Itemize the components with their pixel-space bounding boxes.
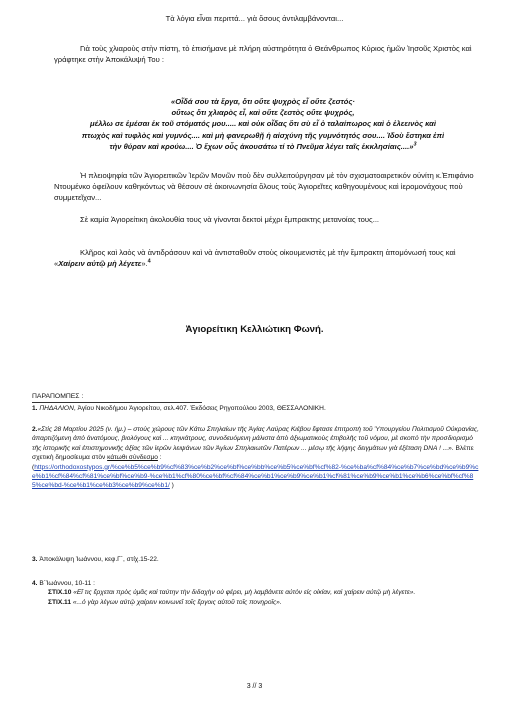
quote-line-5-text: τὴν θύραν καὶ κρούω.... Ὁ ἔχων οὖς ἀκουσάτω τί τὸ Πνεῦμα λέγει ταῖς ἐκκλησίαις....» [109, 141, 414, 151]
footnote-1-number: 1. [32, 405, 38, 412]
footnote-1-text: , Ἁγίου Νικοδήμου Ἁγιορείτου, σελ.407. Ἐκδόσεις Ρηγοπούλου 2003, ΘΕΣΣΑΛΟΝΙΚΗ. [73, 405, 326, 412]
footnote-2-url-link[interactable]: https://orthodoxostypos.gr/%ce%b5%ce%b9%cf%83%ce%b2%ce%bf%ce%bb%ce%b5%ce%bf%cf%82-%ce%ba%cf%84%ce%b7%ce%bd%ce%b9%ce%b1%cf%84%cf%81%ce%bf%ce%b9-%ce%b1%cf%80%ce%bf%cf%84%ce%b1%ce%b9%ce%b1%cf%81%ce%b9%ce%b1%ce%b6%ce%bf%cf%85%ce%bd-%ce%b1%ce%b3%ce%b9%ce%b1/ [32, 463, 479, 490]
signature: Ἁγιορείτικη Κελλιώτικη Φωνή. [185, 324, 324, 335]
quote-line-4: πτωχὸς καὶ τυφλὸς καὶ γυμνός.... καὶ μὴ φανερωθῇ ἡ αἰσχύνη τῆς γυμνότητός σου.... Ἰδοὺ ἕστηκα ἐπὶ [81, 130, 445, 140]
footnote-1 [32, 404, 480, 413]
footnote-4-number: 4. [32, 580, 38, 587]
verse-11-label: ΣΤΙΧ.11 [48, 598, 72, 606]
footnote-2-close: ) [169, 482, 174, 490]
footnote-2-colon: : [157, 454, 162, 462]
quote-line-5 [50, 141, 476, 152]
paragraph-clergy-text: Κλῆρος καὶ λαὸς νὰ ἀντιδράσουν καὶ νὰ ἀντισταθοῦν στοὺς οἰκουμενιστὲς μὲ τὴν ἔμπρακτη ἀπομόνωσή τους καὶ « [54, 248, 456, 268]
footnote-3-number: 3. [32, 556, 38, 563]
footnote-3-text: Ἀποκάλυψη Ἰωάννου, κεφ.Γ΄, στίχ.15-22. [39, 556, 159, 563]
paragraph-clergy-tail: ». [141, 259, 148, 268]
footnote-ref-3: 3 [413, 141, 417, 148]
page-number: 3 // 3 [246, 683, 263, 690]
paragraph-services: Σὲ καμία Ἁγιορείτικη ἀκολουθία τους νὰ γίνονται δεκτοὶ μέχρι ἔμπρακτης μετανοίας τους... [80, 215, 380, 224]
paragraph-monasteries: Ἡ πλειοψηφία τῶν Ἁγιορειτικῶν Ἱερῶν Μονῶν ποὺ δὲν συλλειτούργησαν μὲ τὸν σχισματοαιρετικόν οὐνίτη κ.Ἐπιφάνιο Ντουμένκο ὀφείλουν καθηκόντως νὰ θέσουν σὲ ἀκοινωνησία ὅλους τοὺς Ἁγιορεῖτες καθηγουμένους καὶ ἱερομονάχους ποὺ συμμετεῖχαν... [54, 171, 474, 202]
verse-11 [32, 598, 480, 607]
paragraph-clergy-emphasis: Χαίρειν αὐτῷ μὴ λέγετε [58, 259, 142, 268]
footnote-2: 2.«Στὶς 28 Μαρτίου 2025 (ν. ἡμ.) – στοὺς χώρους τῶν Κάτω Σπηλαίων τῆς Ἁγίας Λαύρας Κιέβου ἔφτασε ἐπιτροπὴ τοῦ Ὑπουργείου Πολιτισμοῦ Οὐκρανίας, ἀπαρτιζόμενη ἀπὸ ἀνατόμους, βιολόγους καὶ ... κτηνιάτρους, συνοδευόμενη μάλιστα ἀπὸ ἀξιωματικοὺς ἐπιβολῆς τοῦ νόμου, μὲ σκοπὸ τὴν προσδιορισμὸ τῆς ἱστορικῆς καὶ ἐπιστημονικῆς ἀξίας τῶν ἱερῶν λειψάνων τῶν Ἁγίων Σπηλαιωτῶν Πατέρων ... μέσῳ τῆς λήψης δειγμάτων γιὰ ἐξέταση DNA ! ...». Βλέπε σχετικὴ δημοσίευμα στὸν κάτωθι σύνδεσμο : (https://orthodoxostypos.gr/%ce%b5%ce%b9%cf%83%ce%b2%ce%bf%ce%bb%ce%b5%ce%bf%cf%82-%ce%ba%cf%84%ce%b7%ce%bd%ce%b9%ce%b1%cf%84%cf%81%ce%bf%ce%b9-%ce%b1%cf%80%ce%bf%cf%84%ce%b1%ce%b9%ce%b1%cf%81%ce%b9%ce%b1%ce%b6%ce%bf%cf%85%ce%bd-%ce%b1%ce%b3%ce%b9%ce%b1/ ) [32, 426, 479, 490]
paragraph-lukewarm: Γιὰ τοὺς χλιαροὺς στὴν πίστη, τὸ ἐπισήμανε μὲ πλήρη αὐστηρότητα ὁ Θεάνθρωπος Κύριος ἡμῶν Ἰησοῦς Χριστὸς καὶ γράφτηκε στὴν Ἀποκάλυψή Του : [54, 44, 472, 64]
notes-divider [32, 402, 202, 403]
verse-11-text: «...ὁ γὰρ λέγων αὐτῷ χαίρειν κοινωνεῖ τοῖς ἔργοις αὐτοῦ τοῖς πονηροῖς». [72, 598, 282, 606]
revelation-quote [50, 96, 476, 152]
paragraph-clergy [54, 247, 474, 269]
footnote-1-title: ΠΗΔΑΛΙΟΝ [39, 405, 74, 412]
footnote-3 [32, 555, 480, 564]
quote-line-2: οὕτως ὅτι χλιαρὸς εἶ, καὶ οὔτε ζεστὸς οὔτε ψυχρός, [171, 108, 355, 118]
footnote-ref-4: 4 [147, 258, 151, 265]
footnote-4 [32, 579, 480, 607]
footnote-2-quote: «Στὶς 28 Μαρτίου 2025 (ν. ἡμ.) – στοὺς χώρους τῶν Κάτω Σπηλαίων τῆς Ἁγίας Λαύρας Κιέβου ἔφτασε ἐπιτροπὴ τοῦ Ὑπουργείου Πολιτισμοῦ Οὐκρανίας, ἀπαρτιζόμενη ἀπὸ ἀνατόμους, βιολόγους καὶ ... κτηνιάτρους, συνοδευόμενη μάλιστα ἀπὸ ἀξιωματικοὺς ἐπιβολῆς τοῦ νόμου, μὲ σκοπὸ τὴν προσδιορισμὸ τῆς ἱστορικῆς καὶ ἐπιστημονικῆς ἀξίας τῶν ἱερῶν λειψάνων τῶν Ἁγίων Σπηλαιωτῶν Πατέρων ... μέσῳ τῆς λήψης δειγμάτων γιὰ ἐξέταση DNA ! ...». [32, 426, 479, 452]
intro-line: Τὰ λόγια εἶναι περιττά... γιὰ ὅσους ἀντιλαμβάνονται... [165, 14, 344, 23]
quote-line-1: «Οἶδά σου τὰ ἔργα, ὅτι οὔτε ψυχρὸς εἶ οὔτε ζεστός· [171, 97, 355, 106]
verse-10 [32, 588, 480, 597]
verse-10-text: «Εἴ τις ἔρχεται πρὸς ὑμᾶς καὶ ταύτην τὴν διδαχὴν οὐ φέρει, μὴ λαμβάνετε αὐτὸν εἰς οἰκίαν, καὶ χαίρειν αὐτῷ μὴ λέγετε». [73, 589, 416, 597]
footnote-2-number: 2. [32, 426, 38, 433]
footnote-4-text: Β΄Ἰωάννου, 10-11 : [39, 580, 95, 587]
quote-line-3: μέλλω σε ἐμέσαι ἐκ τοῦ στόματός μου..... καὶ οὐκ οἶδας ὅτι σὺ εἶ ὁ ταλαίπωρος καὶ ὁ ἐλεεινὸς καὶ [90, 119, 436, 129]
footnote-2-link-label[interactable]: κάτωθι σύνδεσμο [107, 454, 158, 462]
footnote-2-text: Βλέπε σχετικὴ δημοσίευμα στὸν [32, 444, 474, 462]
footnote-4-head [32, 579, 480, 588]
notes-title: ΠΑΡΑΠΟΜΠΕΣ : [32, 393, 84, 400]
verse-10-label: ΣΤΙΧ.10 [48, 589, 72, 597]
